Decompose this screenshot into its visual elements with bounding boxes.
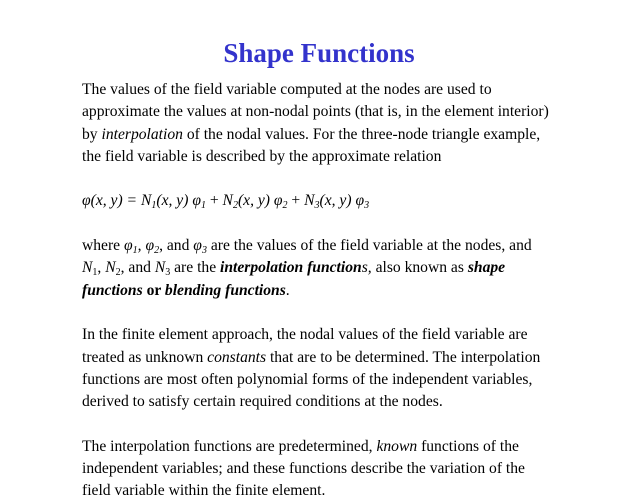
para2-line1: where $\varphi_1$, $\varphi_2$, and $\varphi_3$ are the values of the field variable at the nodes, and xyxy=(82,237,532,257)
spacer xyxy=(82,168,622,190)
para2-line2: $N_1$, $N_2$, and $N_3$ are the interpolation functions, also known as shape xyxy=(82,259,506,279)
spacer xyxy=(82,213,622,235)
slide-title: Shape Functions xyxy=(223,38,415,68)
para1-line2: approximate the values at non-nodal points (that is, in the element interior) xyxy=(82,103,549,121)
shape-functions-term: shape xyxy=(467,259,506,277)
spacer xyxy=(82,302,622,324)
para1-line4: the field variable is described by the approximate relation xyxy=(82,147,442,165)
para4-line3: field variable within the finite element. xyxy=(82,482,326,500)
para4-line1: The interpolation functions are predetermined, known functions of the xyxy=(82,437,519,455)
para3-line3: functions are most often polynomial forms of the independent variables, xyxy=(82,370,533,388)
para3-line2: treated as unknown constants that are to be determined. The interpolation xyxy=(82,348,541,366)
para3-line4: derived to satisfy certain required conditions at the nodes. xyxy=(82,393,443,411)
blending-functions-term: blending functions xyxy=(164,281,286,299)
para4-line2: independent variables; and these functions describe the variation of the xyxy=(82,460,525,478)
para1-line1: The values of the field variable computed at the nodes are used to xyxy=(82,81,492,98)
slide-body xyxy=(82,79,622,503)
spacer xyxy=(82,413,622,435)
known-term: known xyxy=(376,437,418,455)
para1-line3: by interpolation of the nodal values. For the three-node triangle example, xyxy=(82,125,541,143)
interpolation-term: interpolation xyxy=(101,125,183,143)
constants-term: constants xyxy=(207,348,267,366)
para2-line3: functions or blending functions. xyxy=(82,281,290,299)
equation: φ(x, $y) = N_1(x$, y) $\varphi_1 + N_2(x$, y) $\varphi_2 + N_3(x$, y) $\varphi_3$ xyxy=(82,192,370,212)
para3-line1: In the finite element approach, the nodal values of the field variable are xyxy=(82,326,528,344)
interpolation-functions-term: interpolation function xyxy=(220,259,362,277)
